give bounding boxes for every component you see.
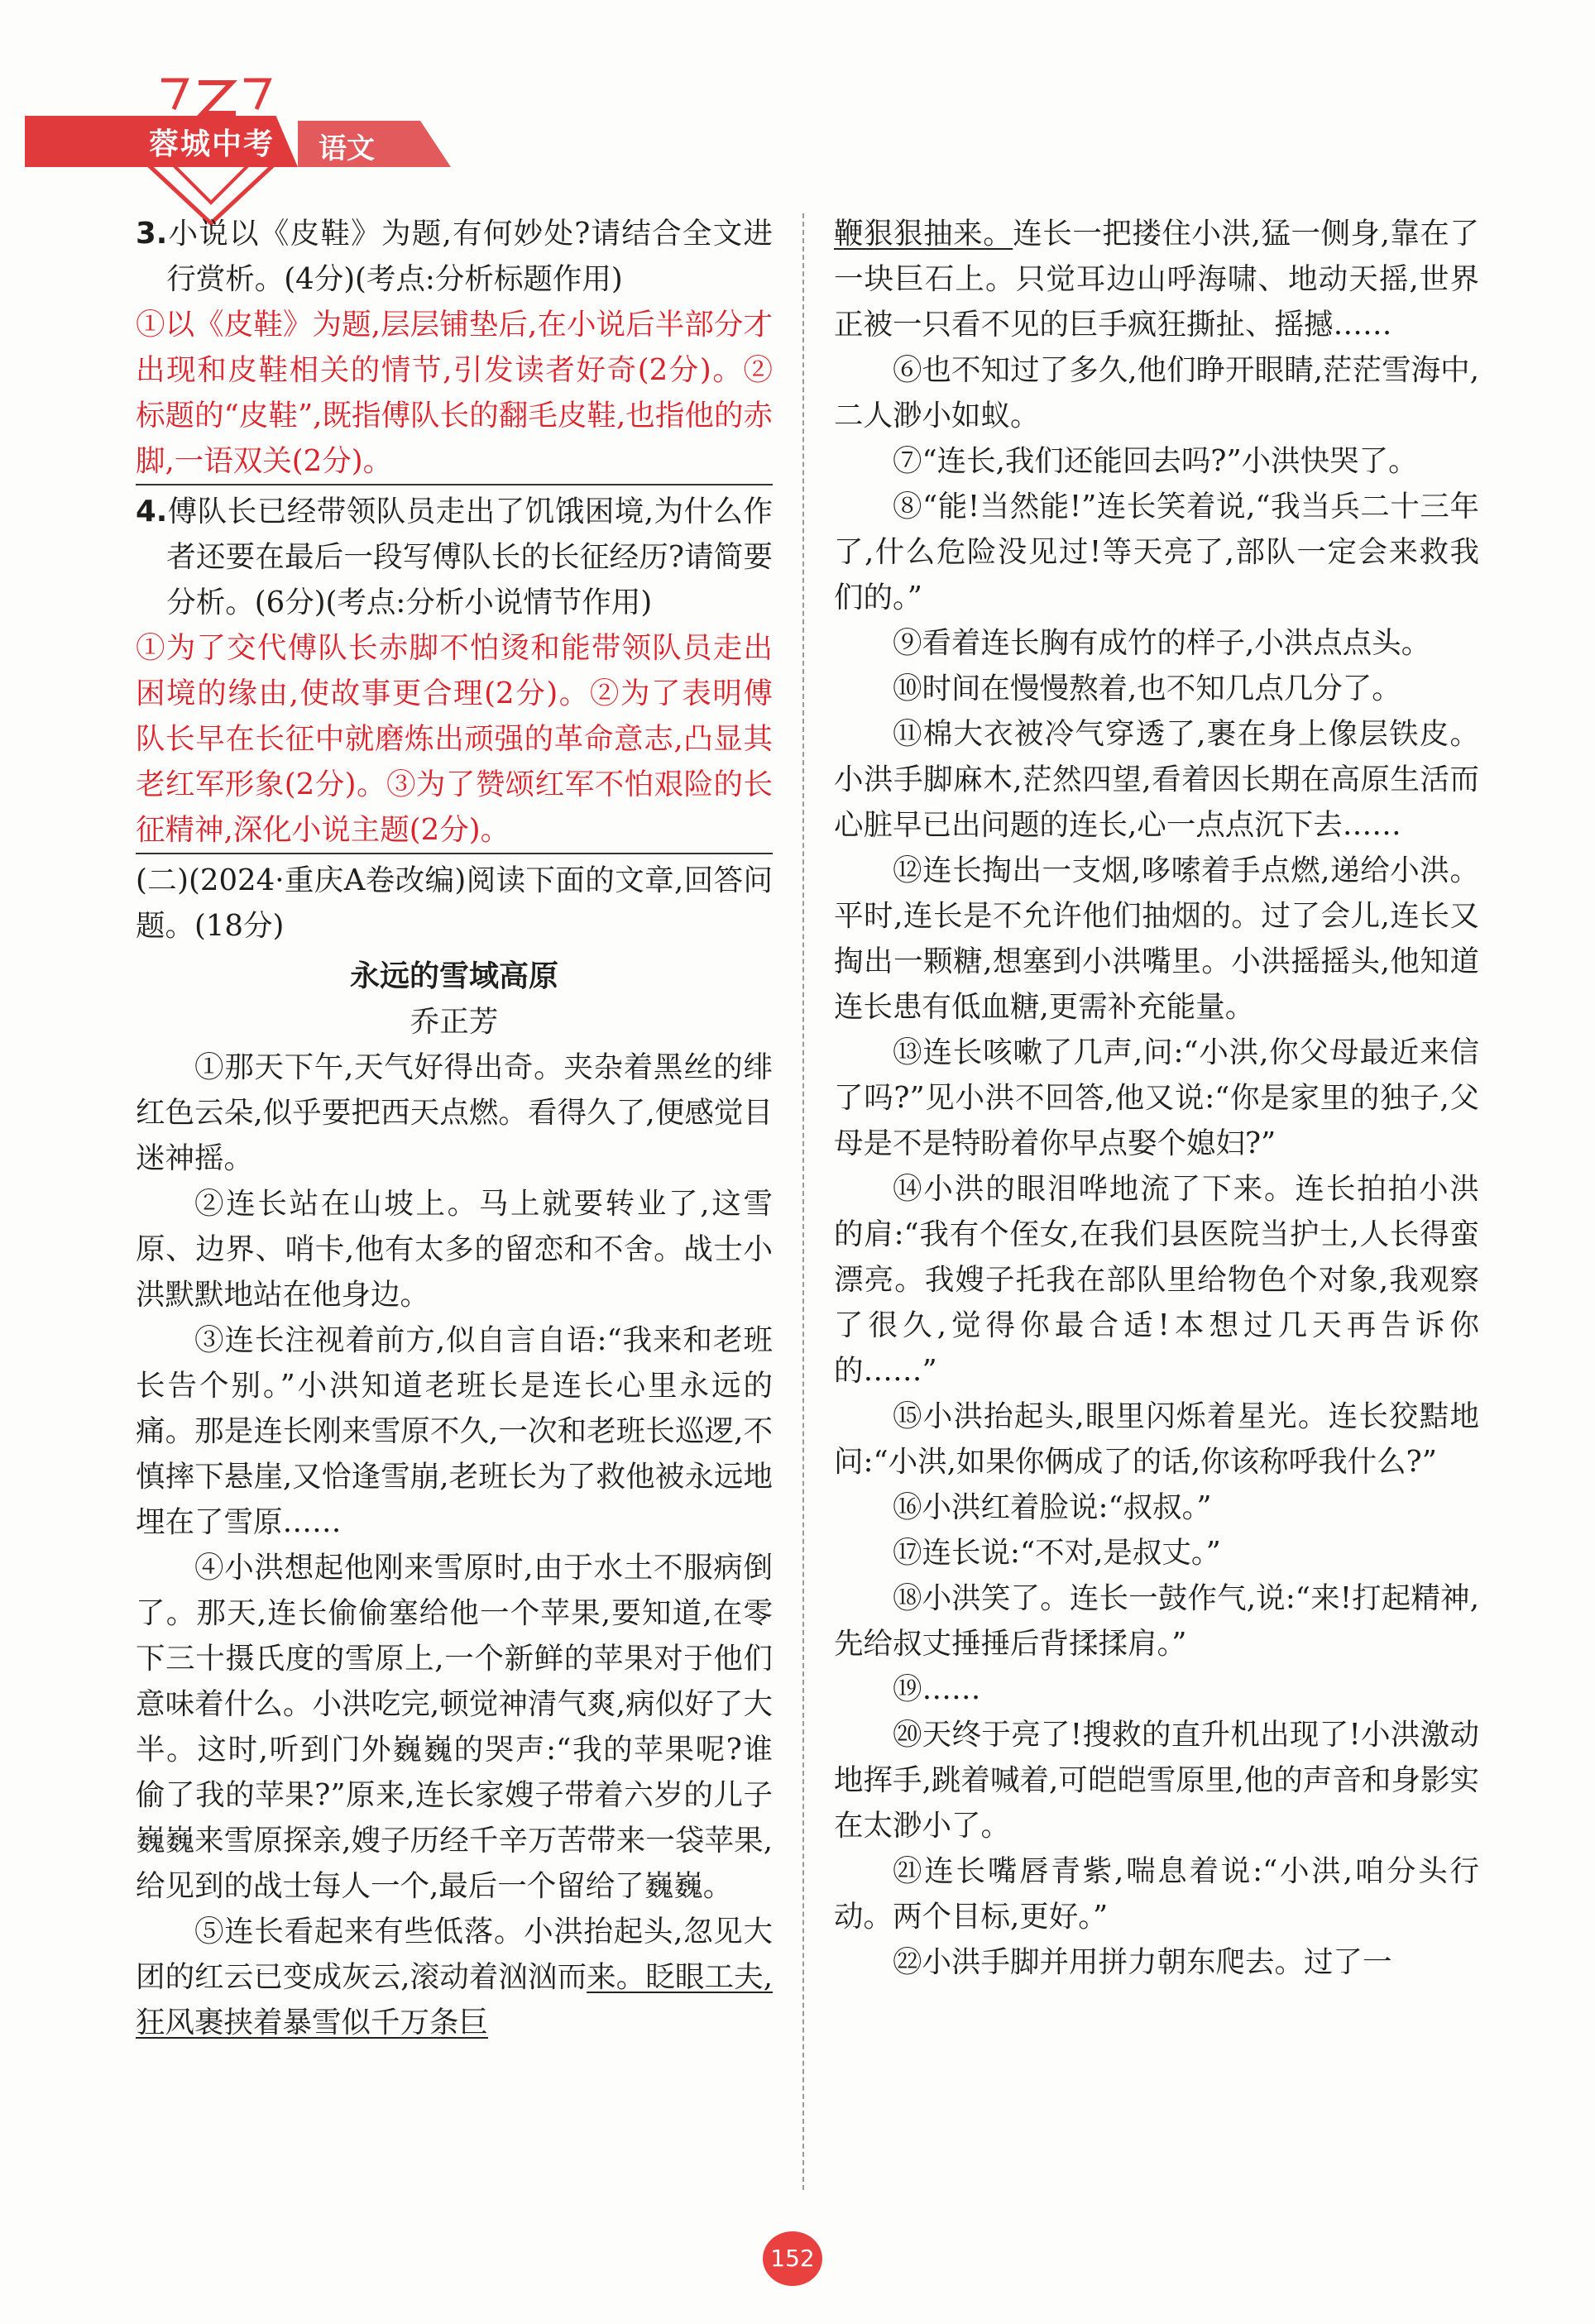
brand-name: 蓉城中考 [149,127,275,161]
paragraph-17: ⑰连长说:“不对,是叔丈。” [893,1536,1221,1570]
paragraph-21: ㉑连长嘴唇青紫,喘息着说:“小洪,咱分头行动。两个目标,更好。” [834,1854,1479,1934]
article-author: 乔正芳 [410,1005,499,1039]
paragraph-20: ⑳天终于亮了!搜救的直升机出现了!小洪激动地挥手,跳着喊着,可皑皑雪原里,他的声音和身影实在太渺小了。 [834,1718,1479,1843]
page-number: 152 [763,2231,822,2286]
answer-3: ①以《皮鞋》为题,层层铺垫后,在小说后半部分才出现和皮鞋相关的情节,引发读者好奇(2分)。②标题的“皮鞋”,既指傅队长的翻毛皮鞋,也指他的赤脚,一语双关(2分)。 [136,308,773,478]
section-heading: (二)(2024·重庆A卷改编)阅读下面的文章,回答问题。(18分) [136,863,773,943]
underlined-sentence: 来。眨眼工夫,狂风裹挟着暴雪似千万条巨 [136,1960,773,2039]
paragraph-16: ⑯小洪红着脸说:“叔叔。” [893,1490,1212,1524]
question-3-text: 小说以《皮鞋》为题,有何妙处?请结合全文进行赏析。(4分)(考点:分析标题作用) [166,217,773,296]
paragraph-18: ⑱小洪笑了。连长一鼓作气,说:“来!打起精神,先给叔丈捶捶后背揉揉肩。” [834,1581,1479,1661]
paragraph-2: ②连长站在山坡上。马上就要转业了,这雪原、边界、哨卡,他有太多的留恋和不舍。战士小洪默默地站在他身边。 [136,1187,773,1312]
paragraph-5 [136,1909,773,2045]
paragraph-1: ①那天下午,天气好得出奇。夹杂着黑丝的绯红色云朵,似乎要把西天点燃。看得久了,便感觉目迷神摇。 [136,1050,773,1175]
answer-4-block [136,625,773,854]
answer-3-block [136,302,773,485]
question-3 [136,211,773,302]
paragraph-5-text: ⑤连长看起来有些低落。小洪抬起头,忽见大团的红云已变成灰云,滚动着汹汹而 [136,1915,773,1994]
question-4-number: 4. [136,495,168,528]
paragraph-3: ③连长注视着前方,似自言自语:“我来和老班长告个别。”小洪知道老班长是连长心里永远的痛。那是连长刚来雪原不久,一次和老班长巡逻,不慎摔下悬崖,又恰逢雪崩,老班长为了救他被永远地埋在了雪原…… [136,1323,773,1539]
paragraph-15: ⑮小洪抬起头,眼里闪烁着星光。连长狡黠地问:“小洪,如果你俩成了的话,你该称呼我什么?” [834,1399,1479,1479]
question-4-text: 傅队长已经带领队员走出了饥饿困境,为什么作者还要在最后一段写傅队长的长征经历?请简要分析。(6分)(考点:分析小说情节作用) [166,495,773,619]
paragraph-11: ⑪棉大衣被冷气穿透了,裹在身上像层铁皮。小洪手脚麻木,茫然四望,看着因长期在高原生活而心脏早已出问题的连长,心一点点沉下去…… [834,717,1479,842]
paragraph-22: ㉒小洪手脚并用拼力朝东爬去。过了一 [893,1945,1392,1979]
paragraph-13: ⑬连长咳嗽了几声,问:“小洪,你父母最近来信了吗?”见小洪不回答,他又说:“你是家里的独子,父母是不是特盼着你早点娶个媳妇?” [834,1035,1479,1160]
paragraph-5-rest: 连长一把搂住小洪,猛一侧身,靠在了一块巨石上。只觉耳边山呼海啸、地动天摇,世界正被一只看不见的巨手疯狂撕扯、摇撼…… [834,217,1479,342]
paragraph-14: ⑭小洪的眼泪哗地流了下来。连长拍拍小洪的肩:“我有个侄女,在我们县医院当护士,人长得蛮漂亮。我嫂子托我在部队里给物色个对象,我观察了很久,觉得你最合适!本想过几天再告诉你的……” [834,1172,1479,1388]
article-title: 永远的雪域高原 [349,959,558,993]
left-column [136,211,773,2045]
paragraph-9: ⑨看着连长胸有成竹的样子,小洪点点头。 [893,626,1431,660]
right-column [834,211,1479,1985]
paragraph-4: ④小洪想起他刚来雪原时,由于水土不服病倒了。那天,连长偷偷塞给他一个苹果,要知道,在零下三十摄氏度的雪原上,一个新鲜的苹果对于他们意味着什么。小洪吃完,顿觉神清气爽,病似好了大半。这时,听到门外巍巍的哭声:“我的苹果呢?谁偷了我的苹果?”原来,连长家嫂子带着六岁的儿子巍巍来雪原探亲,嫂子历经千辛万苦带来一袋苹果,给见到的战士每人一个,最后一个留给了巍巍。 [136,1551,773,1903]
question-3-number: 3. [136,217,168,251]
paragraph-6: ⑥也不知过了多久,他们睁开眼睛,茫茫雪海中,二人渺小如蚁。 [834,353,1479,433]
answer-4: ①为了交代傅队长赤脚不怕烫和能带领队员走出困境的缘由,使故事更合理(2分)。②为了表明傅队长早在长征中就磨炼出顽强的革命意志,凸显其老红军形象(2分)。③为了赞颂红军不怕艰险的长征精神,深化小说主题(2分)。 [136,631,773,847]
subject-label: 语文 [319,132,375,165]
paragraph-7: ⑦“连长,我们还能回去吗?”小洪快哭了。 [893,444,1418,478]
column-divider [802,213,804,2190]
paragraph-10: ⑩时间在慢慢熬着,也不知几点几分了。 [893,672,1401,705]
paragraph-8: ⑧“能!当然能!”连长笑着说,“我当兵二十三年了,什么危险没见过!等天亮了,部队一定会来救我们的。” [834,490,1479,614]
underlined-sentence-end: 鞭狠狠抽来。 [834,217,1013,251]
paragraph-19: ⑲…… [893,1672,981,1706]
page-header [0,0,1595,182]
paragraph-12: ⑫连长掏出一支烟,哆嗦着手点燃,递给小洪。平时,连长是不允许他们抽烟的。过了会儿,连长又掏出一颗糖,想塞到小洪嘴里。小洪摇摇头,他知道连长患有低血糖,更需补充能量。 [834,854,1479,1024]
paragraph-5-continued [834,211,1479,347]
question-4 [136,489,773,625]
